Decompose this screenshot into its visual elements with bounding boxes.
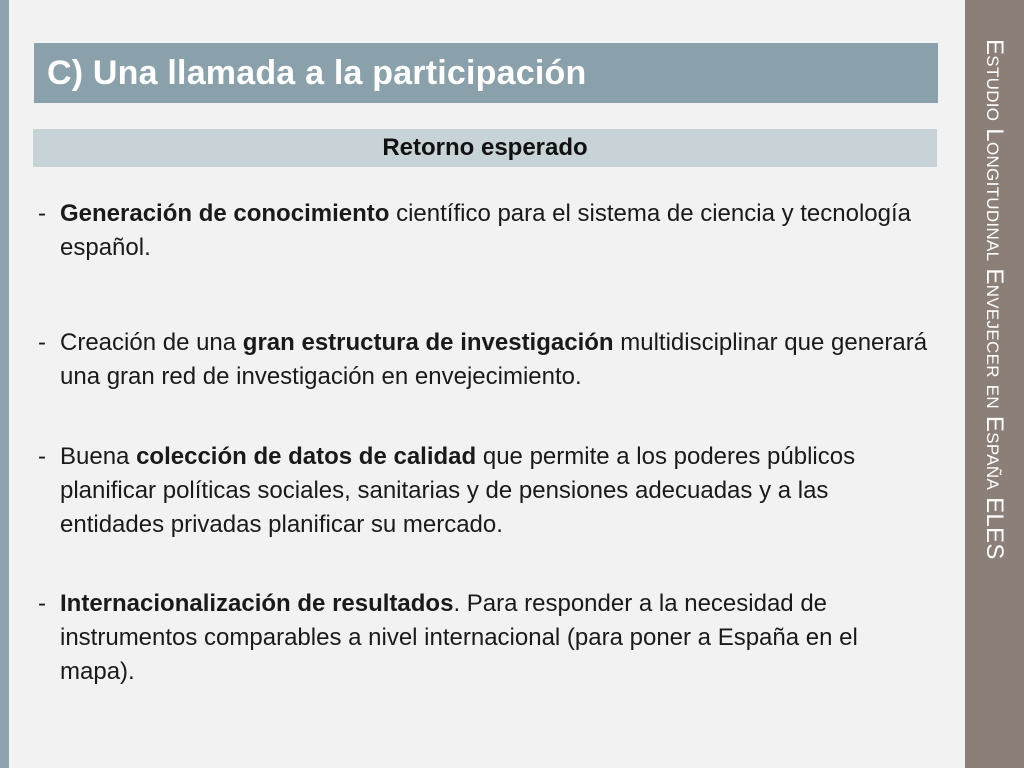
left-accent-strip — [0, 0, 9, 768]
bullet-item — [38, 197, 936, 265]
bullet-text: . Para responder a la necesidad de instrumentos comparables a nivel internacional (para poner a España en el mapa). — [60, 590, 858, 685]
bullet-item — [38, 326, 936, 394]
bullet-text: Buena — [60, 443, 137, 470]
bullet-text: Creación de una — [60, 329, 243, 356]
bullet-bold-text: Generación de conocimiento — [60, 200, 390, 227]
bullet-bold-text: Internacionalización de resultados — [60, 590, 454, 617]
title-bar — [34, 43, 938, 103]
bullet-dash: - — [38, 329, 46, 356]
bullet-dash: - — [38, 590, 46, 617]
bullet-bold-text: colección de datos de calidad — [136, 443, 477, 470]
slide-subtitle: Retorno esperado — [382, 134, 588, 161]
slide-title: C) Una llamada a la participación — [47, 53, 587, 92]
bullet-list — [38, 197, 936, 689]
bullet-text: científico para el sistema de ciencia y tecnología español. — [60, 200, 912, 261]
bullet-text: que permite a los poderes públicos planificar políticas sociales, sanitarias y de pensiones adecuadas y a las entidades privadas planificar su mercado. — [60, 443, 856, 538]
side-vertical-label: Estudio Longitudinal Envejecer en España ELES — [981, 39, 1008, 560]
bullet-item — [38, 587, 936, 689]
bullet-bold-text: gran estructura de investigación — [242, 329, 614, 356]
bullet-text: multidisciplinar que generará una gran red de investigación en envejecimiento. — [60, 329, 928, 390]
bullet-item — [38, 440, 936, 542]
subtitle-bar — [33, 129, 937, 167]
bullet-dash: - — [38, 443, 46, 470]
bullet-dash: - — [38, 200, 46, 227]
